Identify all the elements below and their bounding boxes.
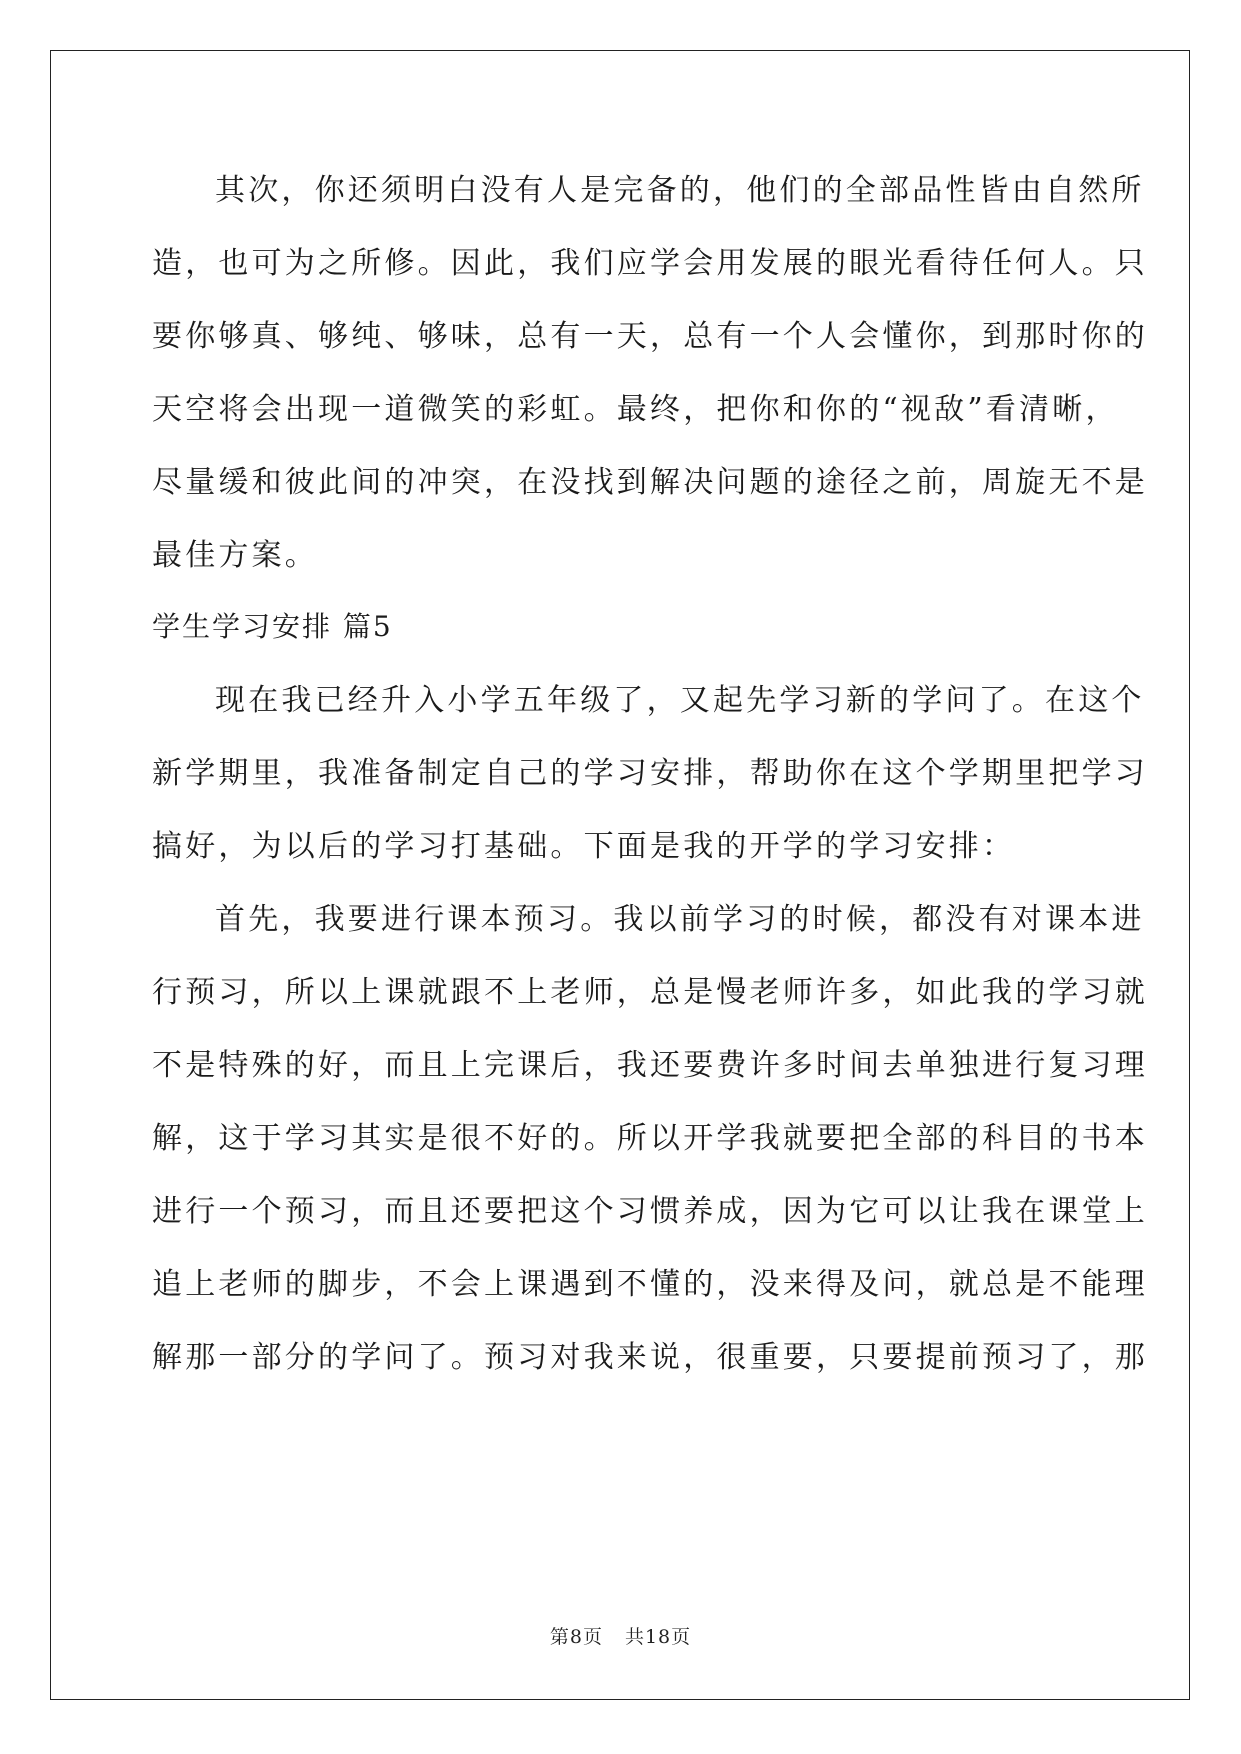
paragraph-line: 进行一个预习，而且还要把这个习惯养成，因为它可以让我在课堂上 — [152, 1194, 1148, 1229]
page-border — [50, 50, 1190, 1700]
paragraph-line: 最佳方案。 — [152, 538, 318, 573]
page-total: 共18页 — [624, 1626, 692, 1648]
paragraph-line: 现在我已经升入小学五年级了，又起先学习新的学问了。在这个 — [215, 683, 1145, 718]
paragraph-line: 行预习，所以上课就跟不上老师，总是慢老师许多，如此我的学习就 — [152, 975, 1148, 1010]
paragraph-line: 追上老师的脚步，不会上课遇到不懂的，没来得及问，就总是不能理 — [152, 1267, 1148, 1302]
paragraph-line: 新学期里，我准备制定自己的学习安排，帮助你在这个学期里把学习 — [152, 756, 1148, 791]
paragraph-line: 尽量缓和彼此间的冲突，在没找到解决问题的途径之前，周旋无不是 — [152, 465, 1148, 500]
paragraph-line: 解那一部分的学问了。预习对我来说，很重要，只要提前预习了，那 — [152, 1340, 1148, 1375]
page-footer — [0, 1622, 1241, 1649]
paragraph-line: 造，也可为之所修。因此，我们应学会用发展的眼光看待任何人。只 — [152, 246, 1148, 281]
paragraph-line: 天空将会出现一道微笑的彩虹。最终，把你和你的“视敌”看清晰， — [152, 392, 1119, 427]
paragraph-line: 解，这于学习其实是很不好的。所以开学我就要把全部的科目的书本 — [152, 1121, 1148, 1156]
section-heading: 学生学习安排 篇5 — [152, 610, 393, 643]
paragraph-line: 搞好，为以后的学习打基础。下面是我的开学的学习安排： — [152, 829, 1016, 864]
page-number: 第8页 — [549, 1626, 603, 1648]
paragraph-line: 要你够真、够纯、够味，总有一天，总有一个人会懂你，到那时你的 — [152, 319, 1148, 354]
paragraph-line: 首先，我要进行课本预习。我以前学习的时候，都没有对课本进 — [215, 902, 1145, 937]
paragraph-line: 不是特殊的好，而且上完课后，我还要费许多时间去单独进行复习理 — [152, 1048, 1148, 1083]
paragraph-line: 其次，你还须明白没有人是完备的，他们的全部品性皆由自然所 — [215, 173, 1145, 208]
